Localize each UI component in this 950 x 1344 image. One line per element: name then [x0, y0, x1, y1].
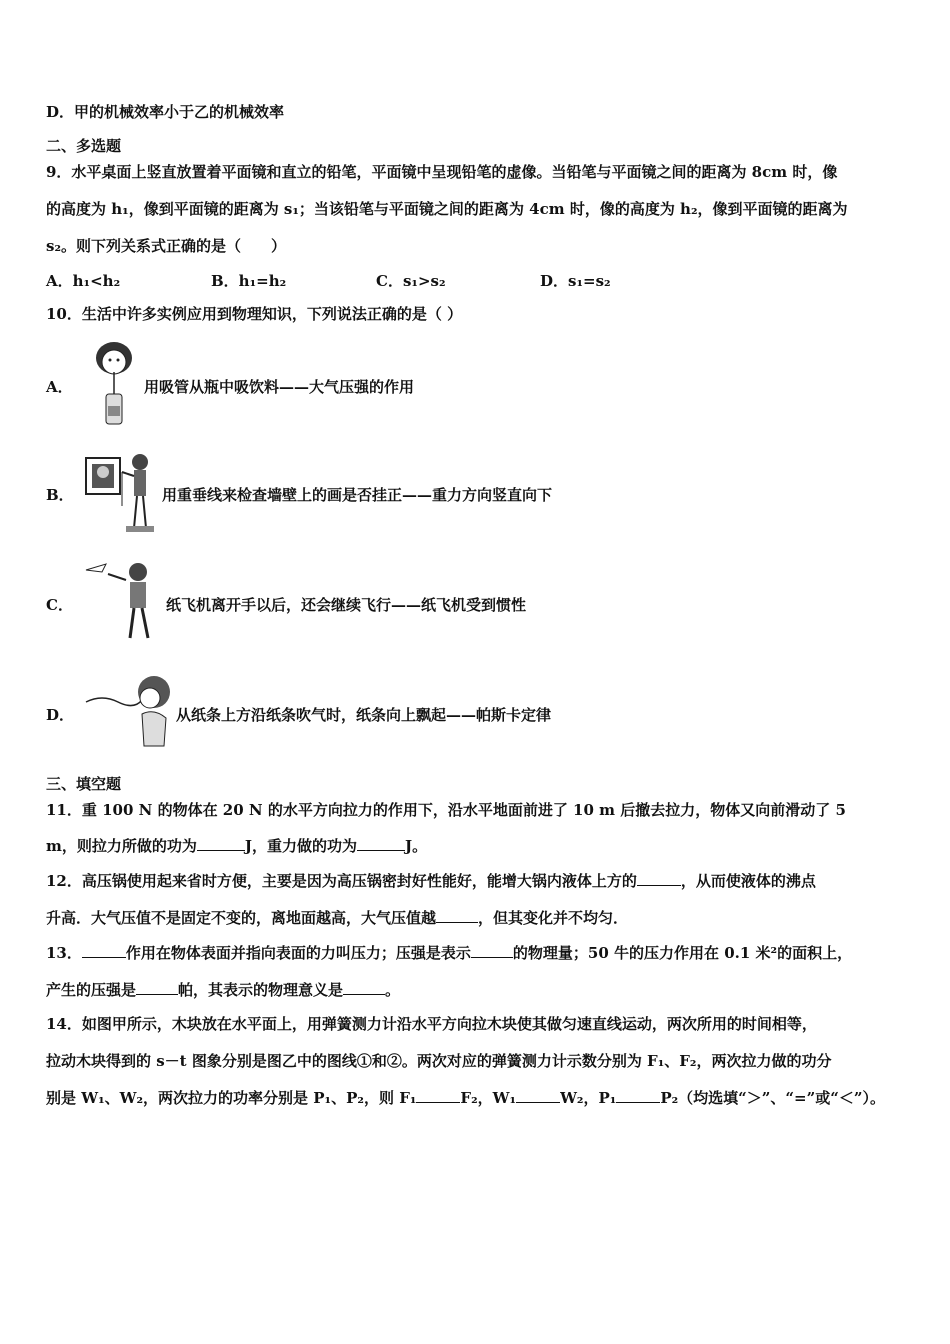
q12-line1: 12．高压锅使用起来省时方便，主要是因为高压锅密封好性能好，能增大锅内液体上方的 ，从而使液体的沸点	[46, 872, 816, 890]
prev-option-d: D．甲的机械效率小于乙的机械效率	[46, 103, 285, 121]
q11-line1: 11．重 100 N 的物体在 20 N 的水平方向拉力的作用下，沿水平地面前进了 10 m 后撤去拉力，物体又向前滑动了 5	[46, 801, 846, 819]
section3-title: 三、填空题	[46, 775, 122, 793]
boy-paper-plane-icon	[82, 560, 166, 644]
q9-line1: 9．水平桌面上竖直放置着平面镜和直立的铅笔，平面镜中呈现铅笔的虚像。当铅笔与平面镜之间的距离为 8cm 时，像	[46, 163, 838, 181]
exam-page: D．甲的机械效率小于乙的机械效率 二、多选题 9．水平桌面上竖直放置着平面镜和直立的铅笔，平面镜中呈现铅笔的虚像。当铅笔与平面镜之间的距离为 8cm 时，像 的高度为 h₁，像到平面镜的距离为 s₁；当该铅笔与平面镜之间的距离为 4cm 时，像的高度为 h₂，像到平面镜的距离为 s₂。则下列关系式正确的是（ ） A．h₁<h₂ B．h₁=h₂ C．s₁>s₂ D．s₁=s₂ 10．生活中许多实例应用到物理知识，下列说法正确的是（ ） A． 用吸管从瓶中吸饮料——大气压强的作用 B． 用重垂线来检查墙壁上的画是否挂正——重力方向竖直向下 C． 纸飞机离开手以后，还会继续飞行——纸飞机受到惯性 D． 从纸条上方沿纸条吹气时，纸条向上飘起——帕斯卡定律 三、填空题 11．重 100 N 的物体在 20 N 的水平方向拉力的作用下，沿水平地面前进了 10 m 后撤去拉力，物体又向前滑动了 5 m，则拉力所做的功为 J，重力做的功为 J。 12．高压锅使用起来省时方便，主要是因为高压锅密封好性能好，能增大锅内液体上方的 ，从而使液体的沸点 升高．大气压值不是固定不变的，离地面越高，大气压值越 ，但其变化并不均匀． 13． 作用在物体表面并指向表面的力叫压力；压强是表示 的物理量；50 牛的压力作用在 0.1 米²的面积上， 产生的压强是 帕，其表示的物理意义是 。 14．如图甲所示，木块放在水平面上，用弹簧测力计沿水平方向拉木块使其做匀速直线运动，两次所用的时间相等， 拉动木块得到的 s－t 图象分别是图乙中的图线①和②。两次对应的弹簧测力计示数分别为 F₁、F₂，两次拉力做的功分 别是 W₁、W₂，两次拉力的功率分别是 P₁、P₂，则 F₁ F₂，W₁ W₂，P₁ P₂（均选填“＞”、“=”或“＜”）。	[0, 0, 950, 1344]
q9-option-c[interactable]: C．s₁>s₂	[376, 272, 446, 290]
q9-line3: s₂。则下列关系式正确的是（ ）	[46, 237, 287, 255]
q13-line2: 产生的压强是 帕，其表示的物理意义是 。	[46, 981, 401, 999]
q12-line2: 升高．大气压值不是固定不变的，离地面越高，大气压值越 ，但其变化并不均匀．	[46, 909, 629, 927]
q14-line3: 别是 W₁、W₂，两次拉力的功率分别是 P₁、P₂，则 F₁ F₂，W₁ W₂，P₁ P₂（均选填“＞”、“=”或“＜”）。	[46, 1089, 886, 1107]
q14-line1: 14．如图甲所示，木块放在水平面上，用弹簧测力计沿水平方向拉木块使其做匀速直线运动，两次所用的时间相等，	[46, 1015, 817, 1033]
q13-blank-3[interactable]	[136, 980, 178, 995]
q12-blank-2[interactable]	[436, 908, 478, 923]
q14-blank-2[interactable]	[516, 1088, 560, 1103]
boy-blowing-paper-icon	[82, 668, 174, 750]
q9-line2: 的高度为 h₁，像到平面镜的距离为 s₁；当该铅笔与平面镜之间的距离为 4cm 时，像的高度为 h₂，像到平面镜的距离为	[46, 200, 848, 218]
q11-line2: m，则拉力所做的功为 J，重力做的功为 J。	[46, 837, 428, 855]
q14-blank-1[interactable]	[416, 1088, 460, 1103]
q11-blank-2[interactable]	[357, 836, 405, 851]
girl-drinking-straw-icon	[86, 338, 142, 428]
q12-blank-1[interactable]	[637, 871, 681, 886]
q9-option-d[interactable]: D．s₁=s₂	[540, 272, 611, 290]
plumb-line-picture-icon	[82, 450, 158, 536]
q9-option-a[interactable]: A．h₁<h₂	[46, 272, 121, 290]
q14-blank-3[interactable]	[616, 1088, 660, 1103]
q11-blank-1[interactable]	[197, 836, 245, 851]
q13-blank-4[interactable]	[343, 980, 385, 995]
q13-blank-1[interactable]	[82, 943, 126, 958]
section2-title: 二、多选题	[46, 137, 122, 155]
q9-option-b[interactable]: B．h₁=h₂	[211, 272, 287, 290]
q10-stem: 10．生活中许多实例应用到物理知识，下列说法正确的是（ ）	[46, 305, 463, 323]
q14-line2: 拉动木块得到的 s－t 图象分别是图乙中的图线①和②。两次对应的弹簧测力计示数分别为 F₁、F₂，两次拉力做的功分	[46, 1052, 832, 1070]
q13-blank-2[interactable]	[471, 943, 513, 958]
q13-line1: 13． 作用在物体表面并指向表面的力叫压力；压强是表示 的物理量；50 牛的压力作用在 0.1 米²的面积上，	[46, 944, 853, 962]
